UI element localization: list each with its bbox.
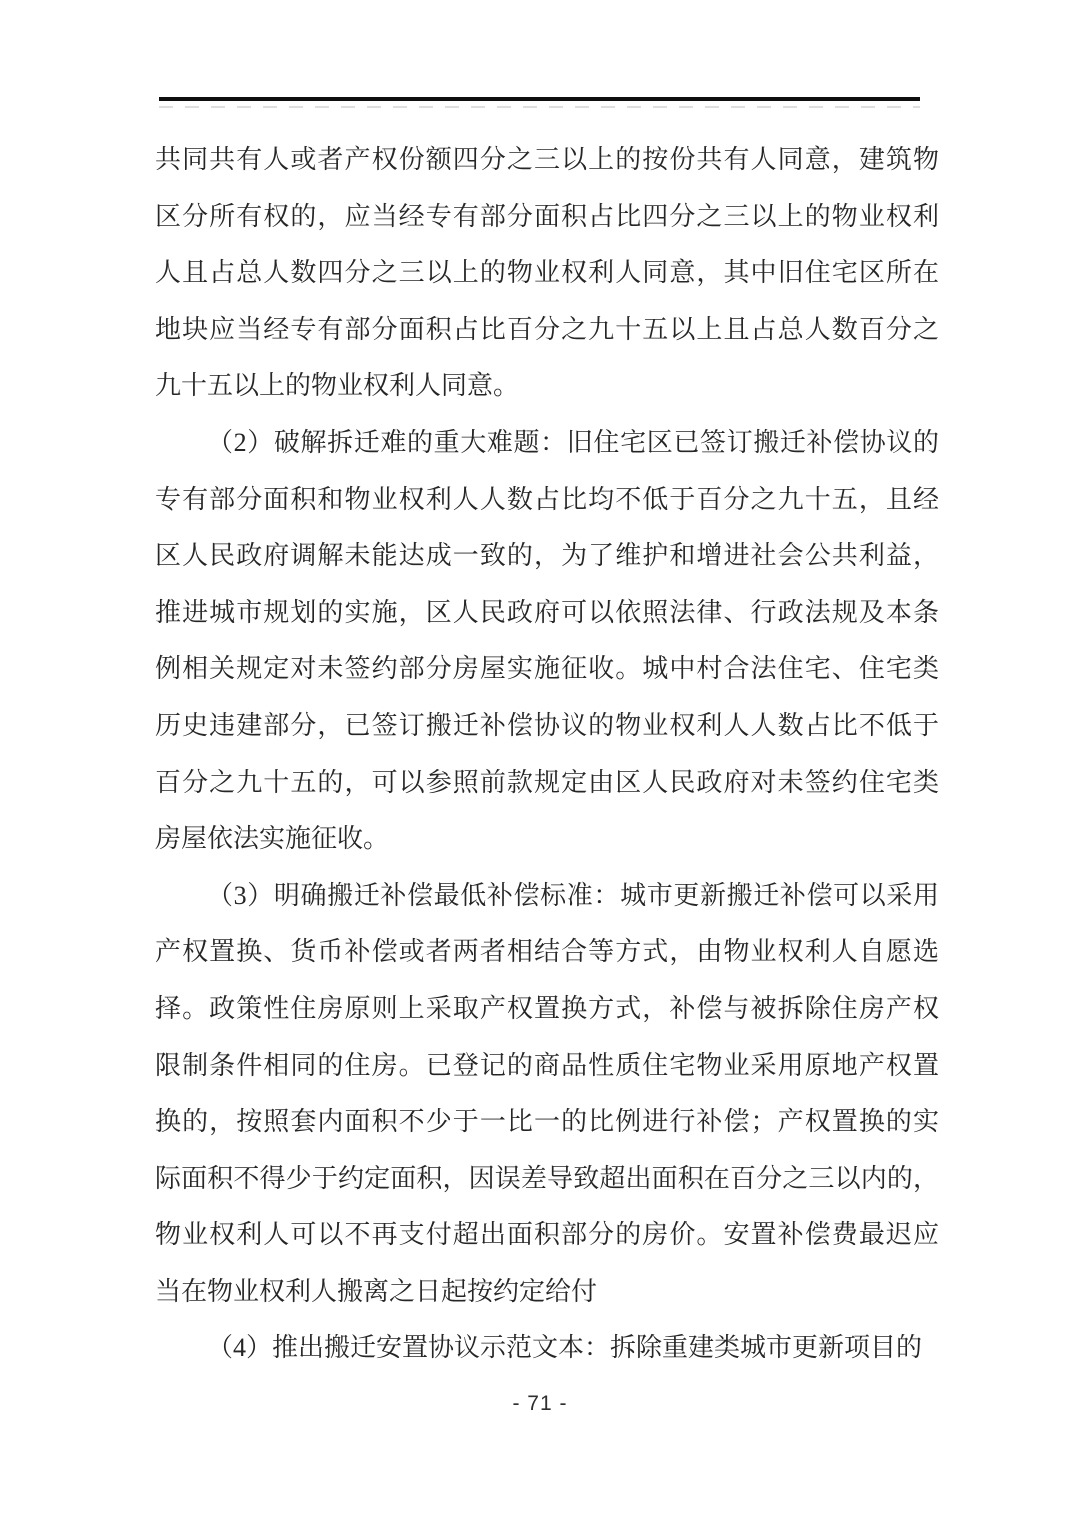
text-line: 推进城市规划的实施，区人民政府可以依照法律、行政法规及本条 [155, 597, 939, 627]
text-line: 房屋依法实施征收。 [155, 824, 390, 854]
text-line: 共同共有人或者产权份额四分之三以上的按份共有人同意，建筑物 [155, 145, 939, 174]
page-number: - 71 - [512, 1392, 568, 1415]
text-line: （2）破解拆迁难的重大难题：旧住宅区已签订搬迁补偿协议的 [207, 427, 939, 457]
text-line: 际面积不得少于约定面积，因误差导致超出面积在百分之三以内的， [155, 1163, 939, 1193]
text-line: 产权置换、货币补偿或者两者相结合等方式，由物业权利人自愿选 [155, 937, 939, 967]
page-footer [0, 1392, 1080, 1416]
header-rule-shadow [159, 106, 920, 108]
text-line: 限制条件相同的住房。已登记的商品性质住宅物业采用原地产权置 [155, 1050, 939, 1080]
text-line: 择。政策性住房原则上采取产权置换方式，补偿与被拆除住房产权 [155, 993, 939, 1023]
document-body [155, 132, 939, 1377]
text-line: 区人民政府调解未能达成一致的，为了维护和增进社会公共利益， [155, 541, 939, 571]
text-line: 人且占总人数四分之三以上的物业权利人同意，其中旧住宅区所在 [155, 258, 939, 288]
text-line: 专有部分面积和物业权利人人数占比均不低于百分之九十五，且经 [155, 484, 939, 514]
text-line: 换的，按照套内面积不少于一比一的比例进行补偿；产权置换的实 [155, 1107, 939, 1137]
text-line: 物业权利人可以不再支付超出面积部分的房价。安置补偿费最迟应 [155, 1220, 939, 1250]
text-line: 九十五以上的物业权利人同意。 [155, 371, 520, 401]
text-line: （3）明确搬迁补偿最低补偿标准：城市更新搬迁补偿可以采用 [207, 880, 939, 910]
text-line: 当在物业权利人搬离之日起按约定给付 [155, 1276, 598, 1306]
text-line: 百分之九十五的，可以参照前款规定由区人民政府对未签约住宅类 [155, 767, 939, 797]
text-line: 区分所有权的，应当经专有部分面积占比四分之三以上的物业权利 [155, 201, 939, 231]
text-line: 历史违建部分，已签订搬迁补偿协议的物业权利人人数占比不低于 [155, 710, 939, 740]
text-line: 地块应当经专有部分面积占比百分之九十五以上且占总人数百分之 [155, 314, 939, 344]
text-line: 例相关规定对未签约部分房屋实施征收。城中村合法住宅、住宅类 [155, 654, 939, 684]
header-rule [159, 97, 920, 101]
text-line: （4）推出搬迁安置协议示范文本：拆除重建类城市更新项目的 [207, 1333, 923, 1363]
